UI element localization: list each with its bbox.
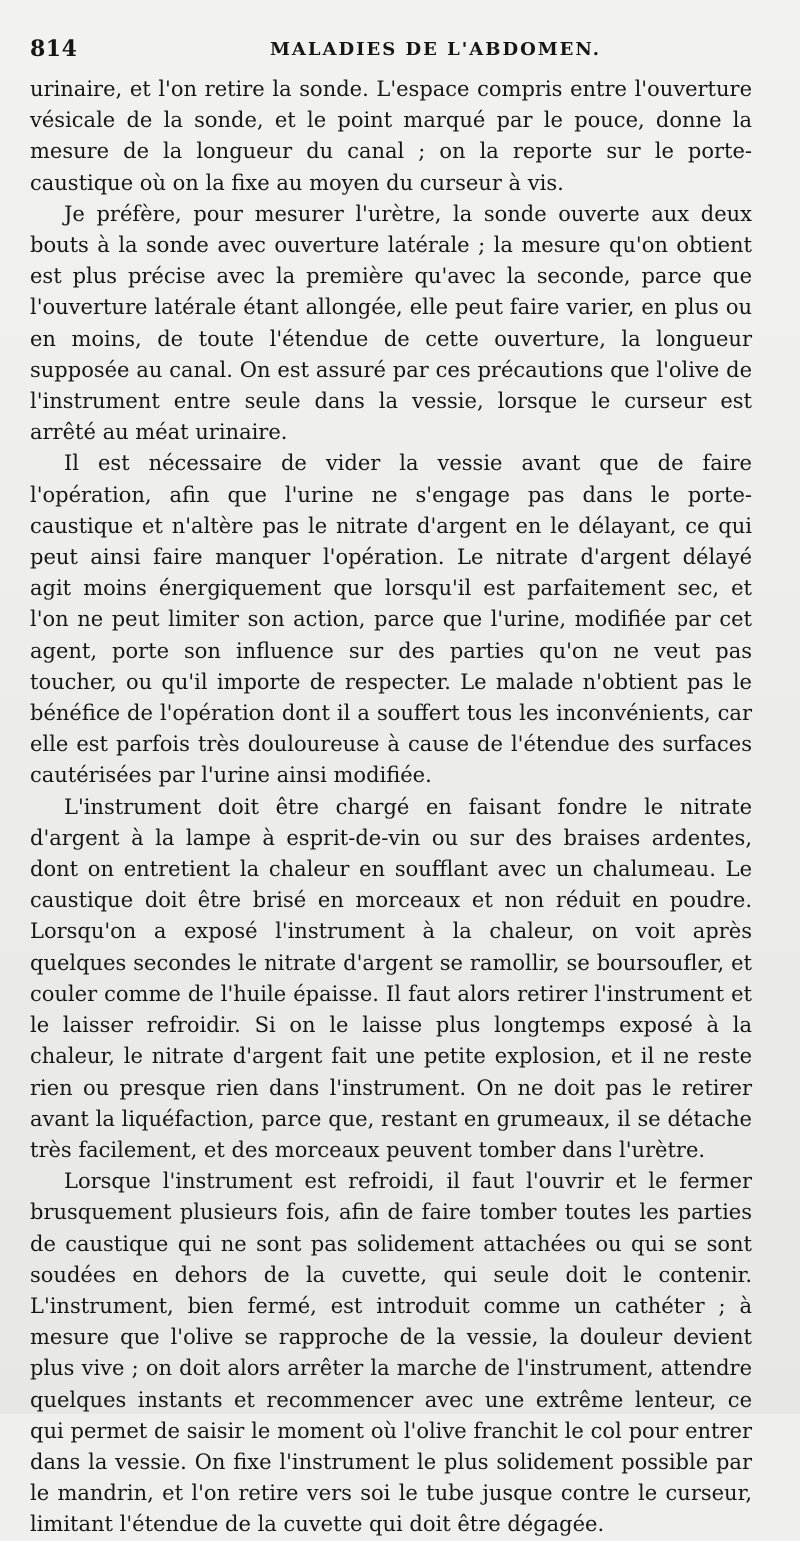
paragraph-charge-instrument: L'instrument doit être chargé en faisant fondre le nitrate d'argent à la lampe à esprit-de-vin ou sur des braises ardentes, dont on entretient la chaleur en soufflant avec un chalumeau. Le caustique doit être brisé en morceaux et non réduit en poudre. Lorsqu'on a exposé l'instrument à la chaleur, on voit après quelques secondes le nitrate d'argent se ramollir, se boursoufler, et couler comme de l'huile épaisse. Il faut alors retirer l'instrument et le laisser refroidir. Si on le laisse plus longtemps exposé à la chaleur, le nitrate d'argent fait une petite explosion, et il ne reste rien ou presque rien dans l'instrument. On ne doit pas le retirer avant la liquéfaction, parce que, restant en grumeaux, il se détache très facilement, et des morceaux peuvent tomber dans l'urètre.	[30, 794, 752, 1162]
paragraph-measure-urethra: Je préfère, pour mesurer l'urètre, la sonde ouverte aux deux bouts à la sonde avec ouverture latérale ; la mesure qu'on obtient est plus précise avec la première qu'avec la seconde, parce que l'ouverture latérale étant allongée, elle peut faire varier, en plus ou en moins, de toute l'étendue de cette ouverture, la longueur supposée au canal. On est assuré par ces précautions que l'olive de l'instrument entre seule dans la vessie, lorsque le curseur est arrêté au méat urinaire.	[30, 201, 752, 445]
paragraph-introduce-instrument: Lorsque l'instrument est refroidi, il faut l'ouvrir et le fermer brusquement plusieurs fois, afin de faire tomber toutes les parties de caustique qui ne sont pas solidement attachées ou qui se sont soudées en dehors de la cuvette, qui seule doit le contenir. L'instrument, bien fermé, est introduit comme un cathéter ; à mesure que l'olive se rapproche de la vessie, la douleur devient plus vive ; on doit alors arrêter la marche de l'instrument, attendre quelques instants et recommencer avec une extrême lenteur, ce qui permet de saisir le moment où l'olive franchit le col pour entrer dans la vessie. On fixe l'instrument le plus solidement possible par le mandrin, et l'on retire vers soi le tube jusque contre le curseur, limitant l'étendue de la cuvette qui doit être dégagée.	[30, 1169, 752, 1537]
paragraph-continuation: urinaire, et l'on retire la sonde. L'espace compris entre l'ouverture vésicale de la sonde, et le point marqué par le pouce, donne la mesure de la longueur du canal ; on la reporte sur le porte-caustique où on la fixe au moyen du curseur à vis.	[30, 77, 752, 195]
page-number: 814	[30, 36, 78, 62]
page-header	[30, 36, 770, 66]
paragraph-empty-bladder: Il est nécessaire de vider la vessie avant que de faire l'opération, afin que l'urine ne s'engage pas dans le porte-caustique et n'altère pas le nitrate d'argent en le délayant, ce qui peut ainsi faire manquer l'opération. Le nitrate d'argent délayé agit moins énergiquement que lorsqu'il est parfaitement sec, et l'on ne peut limiter son action, parce que l'urine, modifiée par cet agent, porte son influence sur des parties qu'on ne veut pas toucher, ou qu'il importe de respecter. Le malade n'obtient pas le bénéfice de l'opération dont il a souffert tous les inconvénients, car elle est parfois très douloureuse à cause de l'étendue des surfaces cautérisées par l'urine ainsi modifiée.	[30, 451, 752, 788]
running-title: MALADIES DE L'ABDOMEN.	[270, 39, 601, 60]
body-text	[30, 74, 752, 1541]
